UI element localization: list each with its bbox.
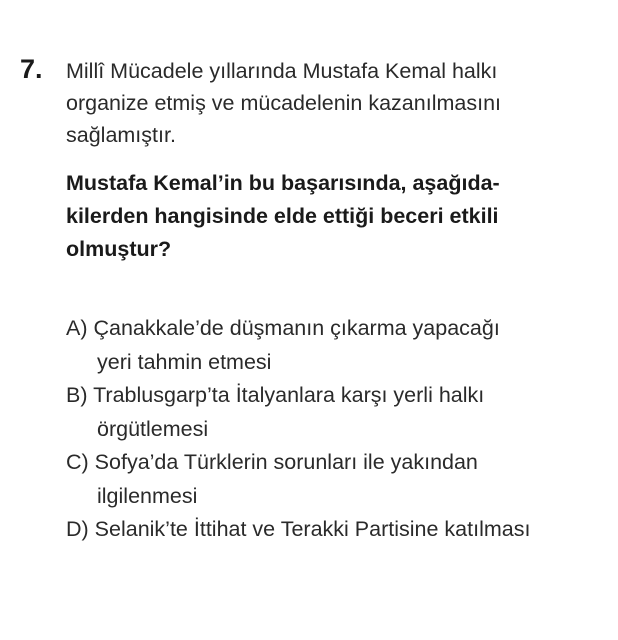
stem-line: organize etmiş ve mücadelenin kazanılmasını — [66, 91, 501, 115]
question-prompt — [66, 167, 606, 266]
option-text: ilgilenmesi — [97, 483, 198, 508]
prompt-line: Mustafa Kemal’in bu başarısında, aşağıda- — [66, 171, 500, 195]
option-a[interactable] — [66, 312, 611, 379]
prompt-line: kilerden hangisinde elde ettiği beceri etkili — [66, 204, 499, 228]
option-letter: C) — [66, 450, 89, 474]
option-text: Sofya’da Türklerin sorunları ile yakından — [94, 450, 478, 474]
answer-options — [66, 312, 611, 547]
option-d[interactable] — [66, 513, 611, 547]
option-c[interactable] — [66, 446, 611, 513]
question-stem — [66, 55, 606, 151]
option-letter: D) — [66, 517, 89, 541]
option-letter: A) — [66, 316, 88, 340]
question-number: 7. — [20, 54, 43, 84]
option-letter: B) — [66, 383, 88, 407]
stem-line: sağlamıştır. — [66, 123, 176, 147]
option-b[interactable] — [66, 379, 611, 446]
option-text: yeri tahmin etmesi — [97, 349, 272, 374]
option-text: Trablusgarp’ta İtalyanlara karşı yerli halkı — [93, 383, 485, 407]
option-text: Çanakkale’de düşmanın çıkarma yapacağı — [93, 316, 500, 340]
prompt-line: olmuştur? — [66, 237, 172, 261]
option-text: örgütlemesi — [97, 416, 209, 441]
option-text: Selanik’te İttihat ve Terakki Partisine katılması — [94, 517, 531, 541]
stem-line: Millî Mücadele yıllarında Mustafa Kemal halkı — [66, 59, 498, 83]
